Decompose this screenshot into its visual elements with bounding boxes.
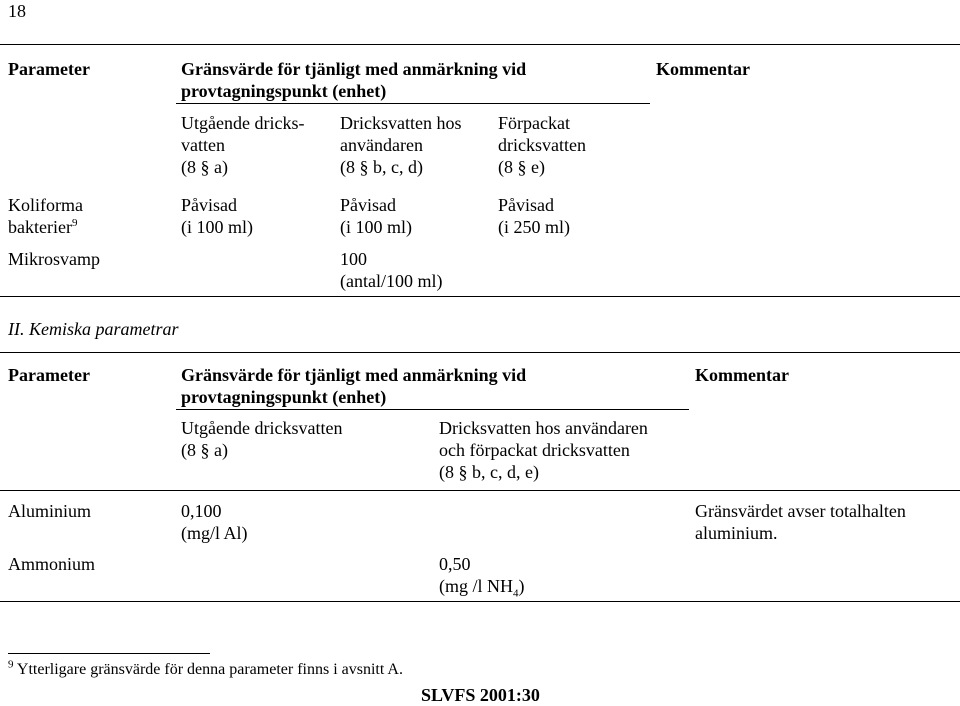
section-title: II. Kemiska parametrar: [8, 319, 179, 339]
table1-sub-col2: [340, 112, 461, 178]
table2-bottom-rule: [0, 601, 960, 602]
table1-row-mikrosvamp-col2-line2: (antal/100 ml): [340, 271, 443, 291]
footnote-text: Ytterligare gränsvärde för denna parameter finns i avsnitt A.: [16, 661, 403, 678]
table1-top-rule: [0, 44, 960, 45]
table1-sub-col2-line1: Dricksvatten hos: [340, 113, 462, 133]
table1-row-mikrosvamp-col2: [340, 248, 442, 292]
table1-row-mikrosvamp-param: Mikrosvamp: [8, 249, 100, 269]
page-number: 18: [8, 1, 26, 21]
table2-sub-col1-line1: Utgående dricksvatten: [181, 418, 343, 438]
table2-limit-rule: [176, 409, 689, 410]
table1-sub-col2-line2: användaren: [340, 135, 423, 155]
table2-header-limit-line1: Gränsvärde för tjänligt med anmärkning vid: [181, 365, 527, 385]
table1-sub-col3-line3: (8 § e): [498, 157, 545, 177]
table1-row-koliforma-param: [8, 194, 83, 238]
table2-sub-col1-line2: (8 § a): [181, 440, 228, 460]
table2-sub-col2: [439, 417, 648, 483]
table2-row-aluminium-col1: [181, 500, 248, 544]
table1-sub-col1-line1: Utgående dricks-: [181, 113, 305, 133]
table1-row-koliforma-col1: [181, 194, 253, 238]
table2-row-ammonium-col2: [439, 553, 525, 600]
table1-sub-col3: [498, 112, 586, 178]
page-footer: SLVFS 2001:30: [421, 685, 540, 705]
footnote: [8, 660, 403, 680]
table1-row-koliforma-col3: [498, 194, 570, 238]
table1-limit-rule: [176, 103, 650, 104]
table2-row-aluminium-param: Aluminium: [8, 501, 92, 521]
table1-header-parameter: Parameter: [8, 59, 90, 79]
table1-bottom-rule: [0, 296, 960, 297]
table2-row-ammonium-param: Ammonium: [8, 554, 96, 574]
table1-row-koliforma-col2: [340, 194, 412, 238]
table2-row-aluminium-col1-line2: (mg/l Al): [181, 523, 248, 543]
footnote-mark: 9: [8, 658, 14, 671]
table1-row-koliforma-param-line1: Koliforma: [8, 195, 83, 215]
table1-sub-col3-line2: dricksvatten: [498, 135, 586, 155]
table2-row-ammonium-unit-end: ): [518, 576, 525, 596]
table1-header-limit-line1: Gränsvärde för tjänligt med anmärkning vid: [181, 59, 527, 79]
table2-row-aluminium-col1-line1: 0,100: [181, 501, 222, 521]
table1-row-koliforma-col2-line2: (i 100 ml): [340, 217, 412, 237]
table2-header-comment: Kommentar: [695, 365, 789, 385]
table2-sub-col2-line2: och förpackat dricksvatten: [439, 440, 630, 460]
table1-row-koliforma-col1-line1: Påvisad: [181, 195, 237, 215]
table2-row-aluminium-comment-line1: Gränsvärdet avser totalhalten: [695, 501, 906, 521]
table1-row-koliforma-col3-line1: Påvisad: [498, 195, 554, 215]
table2-row-aluminium-comment: [695, 500, 906, 544]
table1-sub-col3-line1: Förpackat: [498, 113, 570, 133]
table2-header-bottom-rule: [0, 490, 960, 491]
table2-sub-col1: [181, 417, 342, 461]
table1-header-comment: Kommentar: [656, 59, 750, 79]
table1-row-koliforma-col1-line2: (i 100 ml): [181, 217, 253, 237]
table2-row-ammonium-unit: (mg /l NH: [439, 576, 513, 596]
footnote-rule: [8, 653, 210, 654]
table2-row-aluminium-comment-line2: aluminium.: [695, 523, 778, 543]
table1-row-koliforma-col3-line2: (i 250 ml): [498, 217, 570, 237]
table1-row-koliforma-col2-line1: Påvisad: [340, 195, 396, 215]
table1-header-limit-line2: provtagningspunkt (enhet): [181, 81, 387, 101]
table1-sub-col1: [181, 112, 304, 178]
footnote-ref: 9: [71, 217, 78, 229]
table2-top-rule: [0, 352, 960, 353]
table2-header-limit-line2: provtagningspunkt (enhet): [181, 387, 387, 407]
table1-sub-col2-line3: (8 § b, c, d): [340, 157, 423, 177]
table2-row-ammonium-col2-line1: 0,50: [439, 554, 471, 574]
table1-row-koliforma-param-line2: bakterier: [8, 217, 72, 237]
table2-sub-col2-line1: Dricksvatten hos användaren: [439, 418, 648, 438]
table2-header-parameter: Parameter: [8, 365, 90, 385]
table2-sub-col2-line3: (8 § b, c, d, e): [439, 462, 539, 482]
table1-sub-col1-line3: (8 § a): [181, 157, 228, 177]
table1-row-mikrosvamp-col2-line1: 100: [340, 249, 367, 269]
table1-sub-col1-line2: vatten: [181, 135, 225, 155]
table2-row-ammonium-unit-sub: 4: [513, 587, 519, 600]
